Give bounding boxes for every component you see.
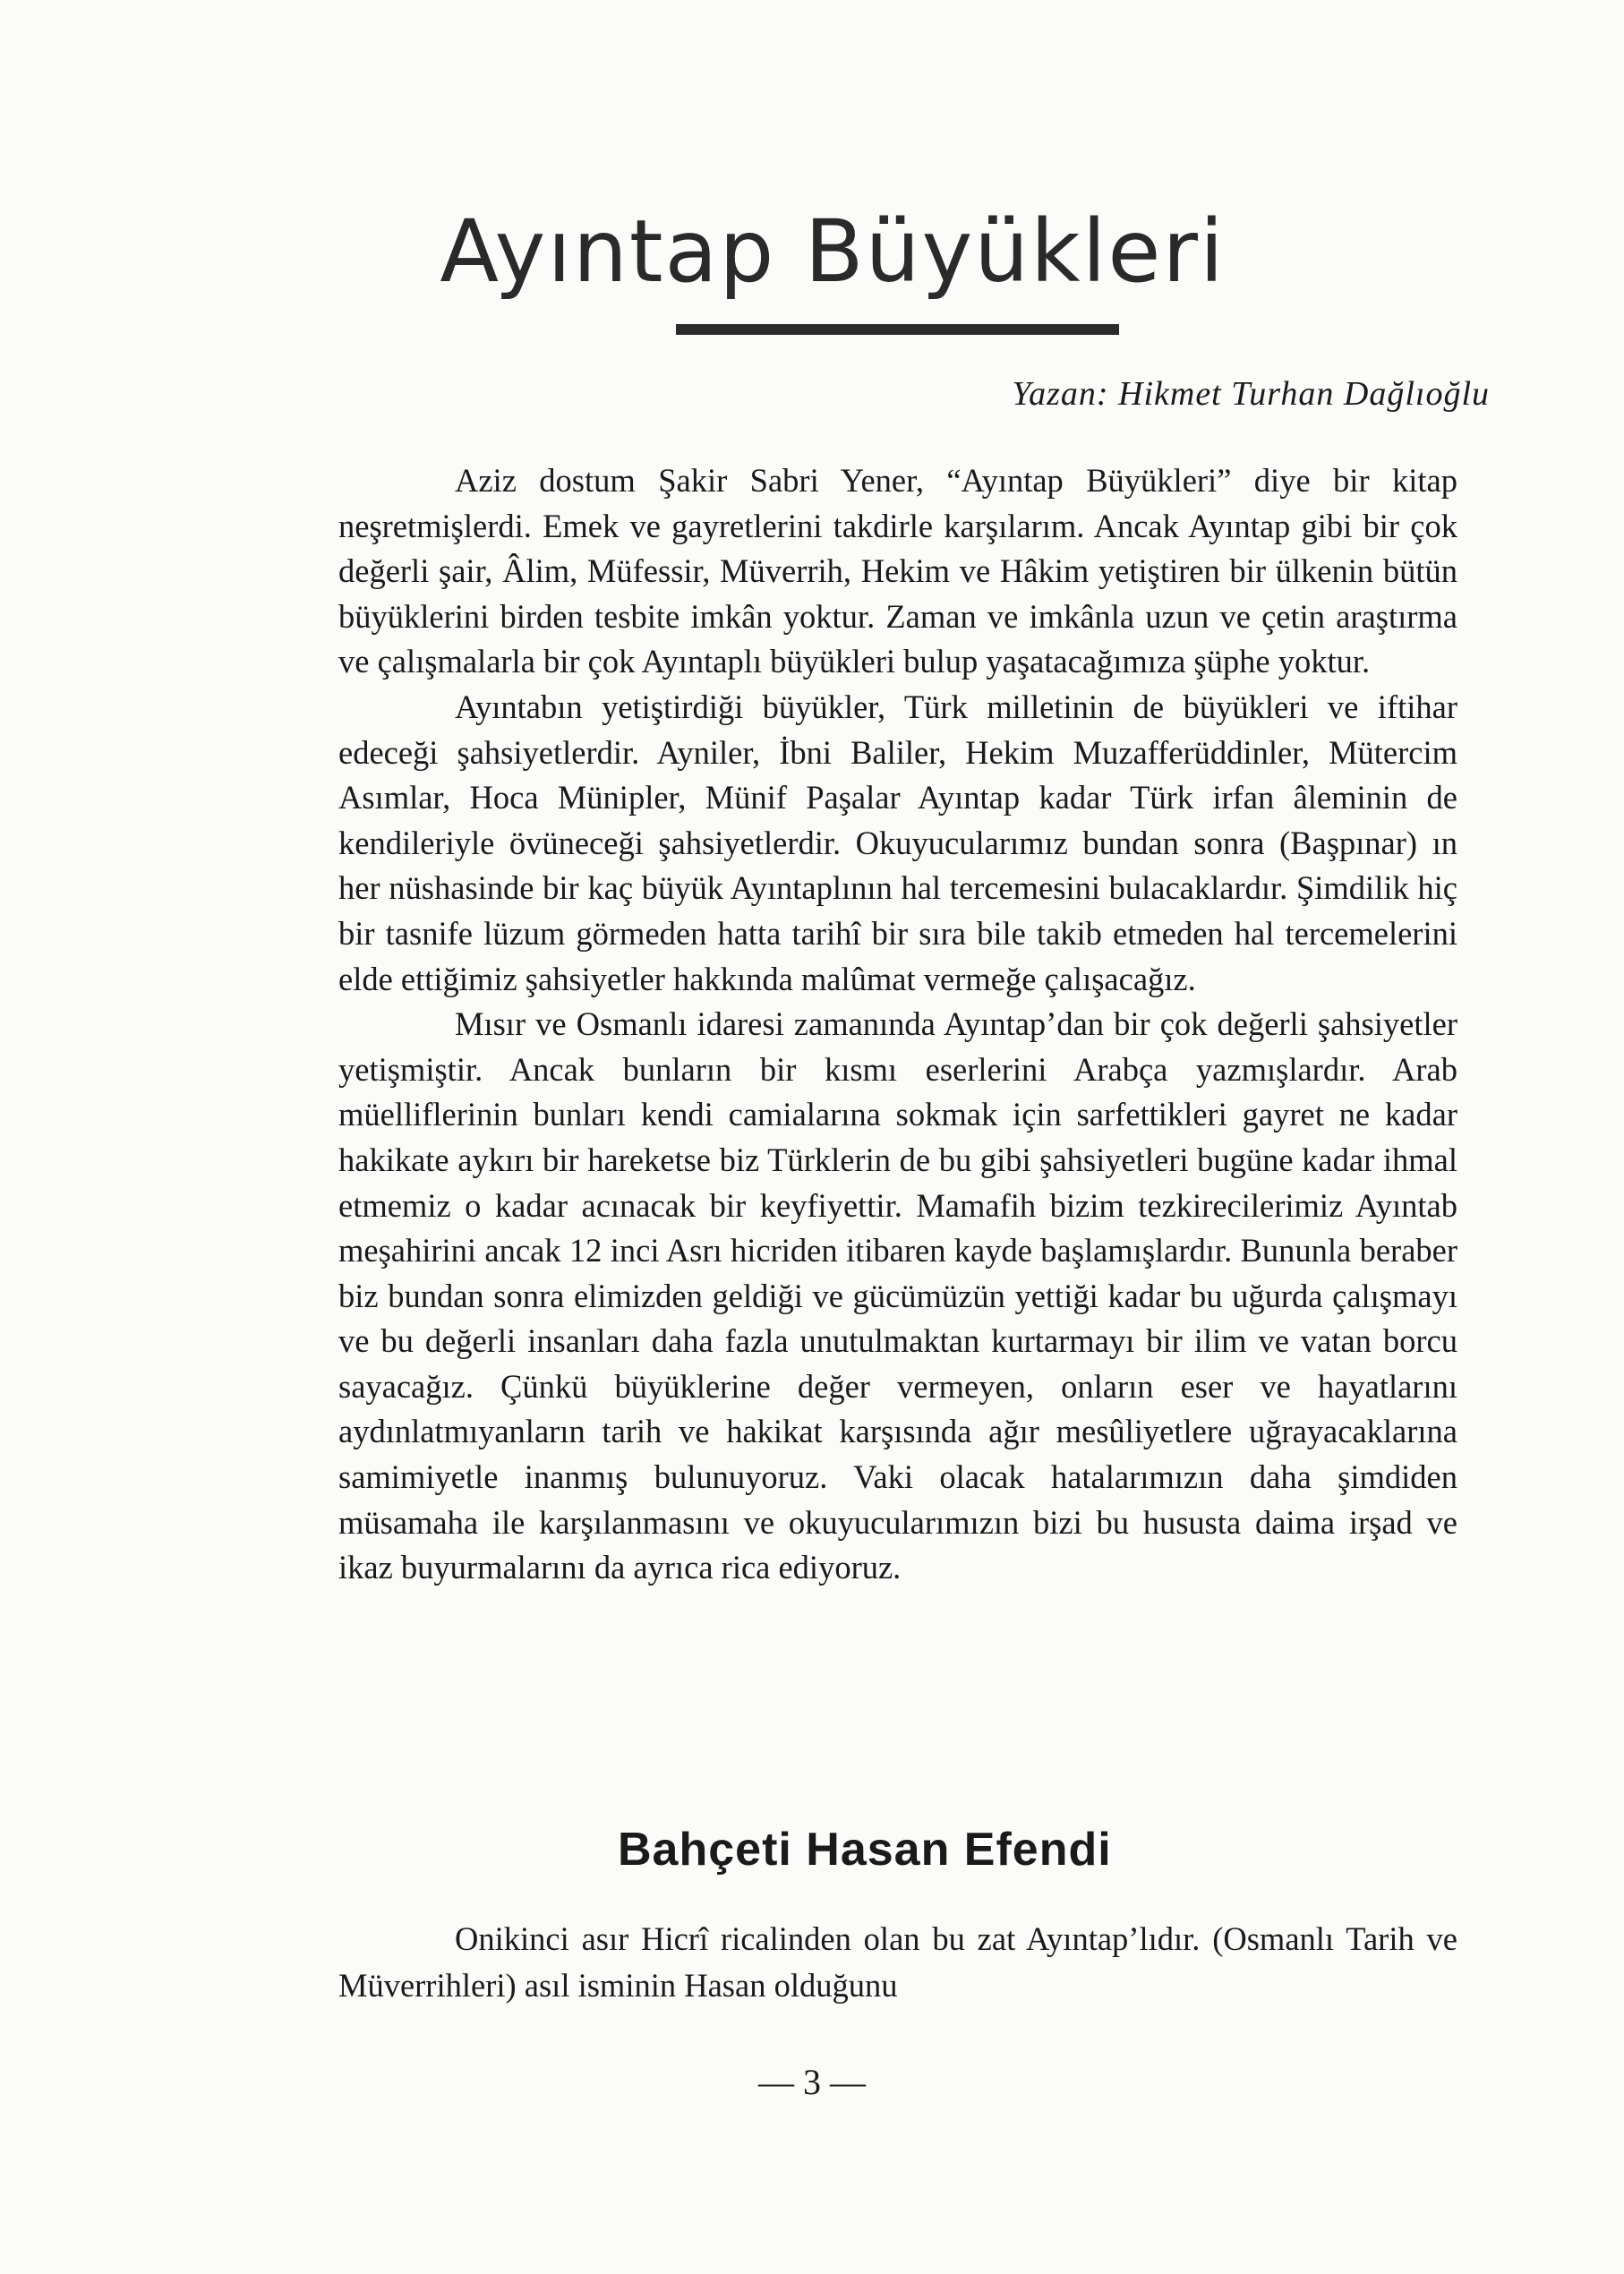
section-body bbox=[338, 1916, 1457, 2009]
paragraph-1: Aziz dostum Şakir Sabri Yener, “Ayıntap Büyükleri” diye bir kitap neşretmişlerdi. Emek ve gayretlerini takdirle karşılarım. Ancak Ayıntap gibi bir çok değerli şair, Âlim, Müfessir, Müverrih, Hekim ve Hâkim yetiştiren bir ülkenin bütün büyüklerini birden tesbite imkân yoktur. Zaman ve imkânla uzun ve çetin araştırma ve çalışmalarla bir çok Ayıntaplı büyükleri bulup yaşatacağımıza şüphe yoktur. bbox=[338, 462, 1457, 680]
paragraph-2: Ayıntabın yetiştirdiği büyükler, Türk milletinin de büyükleri ve iftihar edeceği şahsiyetlerdir. Ayniler, İbni Baliler, Hekim Muzafferüddinler, Mütercim Asımlar, Hoca Münipler, Münif Paşalar Ayıntap kadar Türk irfan âleminin de kendileriyle övüneceği şahsiyetlerdir. Okuyucularımız bundan sonra (Başpınar) ın her nüshasinde bir kaç büyük Ayıntaplının hal tercemesini bulacaklardır. Şimdilik hiç bir tasnife lüzum görmeden hatta tarihî bir sıra bile takib etmeden hal tercemelerini elde ettiğimiz şahsiyetler hakkında malûmat vermeğe çalışacağız. bbox=[338, 688, 1457, 997]
page-number: — 3 — bbox=[758, 2062, 866, 2102]
paragraph-3: Mısır ve Osmanlı idaresi zamanında Ayıntap’dan bir çok değerli şahsiyetler yetişmiştir. Ancak bunların bir kısmı eserlerini Arabça yazmışlardır. Arab müelliflerinin bunları kendi camialarına sokmak için sarfettikleri gayret ne kadar hakikate aykırı bir hareketse biz Türklerin de bu gibi şahsiyetleri bugüne kadar ihmal etmemiz o kadar acınacak bir keyfiyettir. Mamafih bizim tezkirecilerimiz Ayıntab meşahirini ancak 12 inci Asrı hicriden itibaren kayde başlamışlardır. Bununla beraber biz bundan sonra elimizden geldiği ve gücümüzün yettiği kadar bu uğurda çalışmayı ve bu değerli insanları daha fazla unutulmaktan kurtarmayı bir ilim ve vatan borcu sayacağız. Çünkü büyüklerine değer vermeyen, onların eser ve hayatlarını aydınlatmıyanların tarih ve hakikat karşısında ağır mesûliyetlere uğrayacaklarına samimiyetle inanmış bulunuyoruz. Vaki olacak hatalarımızın daha şimdiden müsamaha ile karşılanmasını ve okuyucularımızın bizi bu hususta daima irşad ve ikaz buyurmalarını da ayrıca rica ediyoruz. bbox=[338, 1005, 1457, 1586]
section-paragraph: Onikinci asır Hicrî ricalinden olan bu zat Ayıntap’lıdır. (Osmanlı Tarih ve Müverrihleri) asıl isminin Hasan olduğunu bbox=[338, 1920, 1457, 2004]
section-heading: Bahçeti Hasan Efendi bbox=[618, 1824, 1112, 1876]
author-byline: Yazan: Hikmet Turhan Dağlıoğlu bbox=[1012, 375, 1490, 413]
page-title: Ayıntap Büyükleri bbox=[440, 201, 1226, 302]
title-underline bbox=[676, 324, 1119, 335]
article-body bbox=[338, 458, 1457, 1591]
